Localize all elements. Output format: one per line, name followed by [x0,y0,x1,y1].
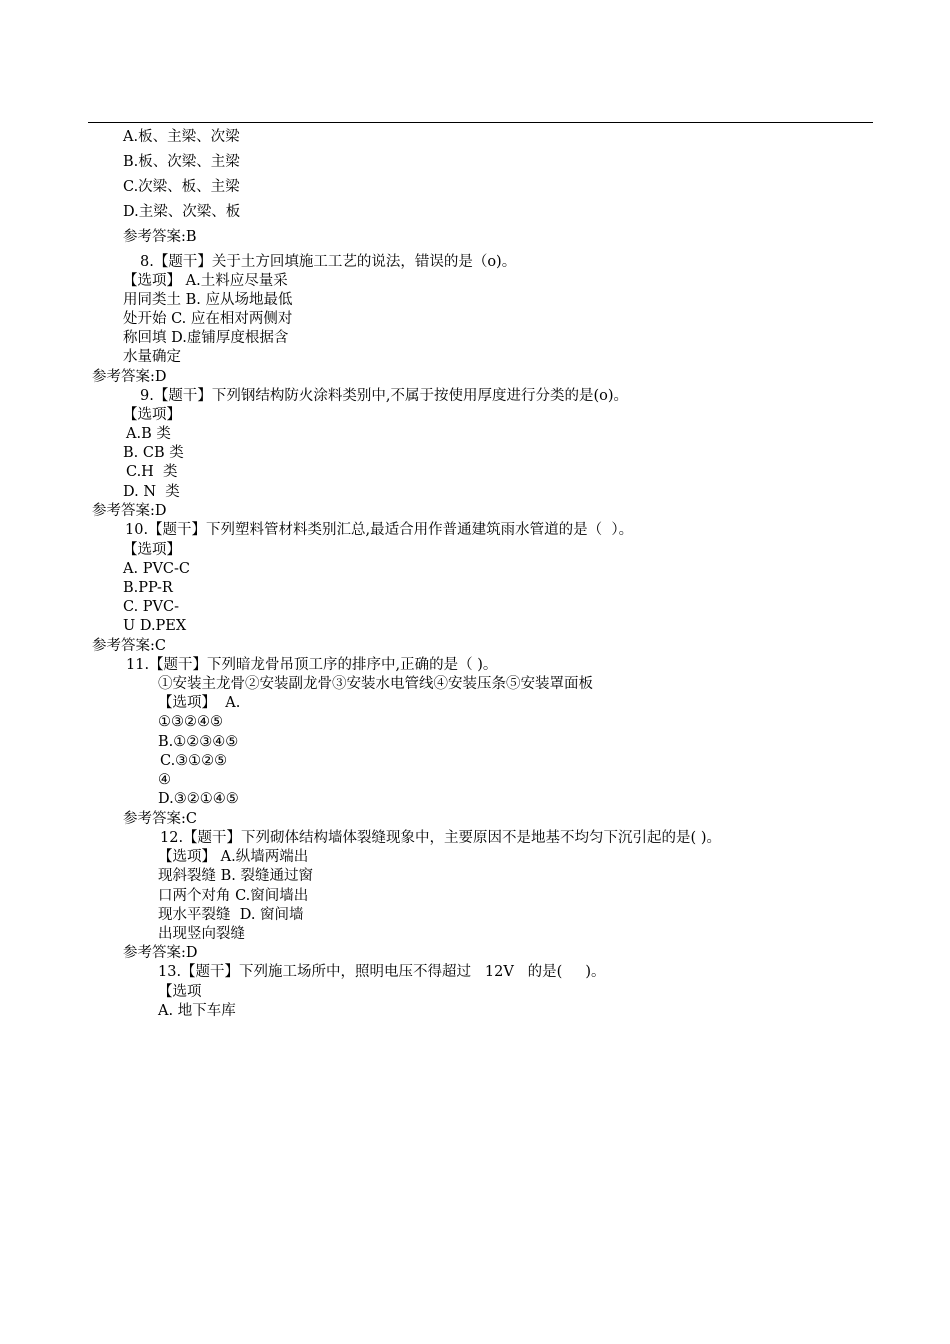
q9-option-b: B. CB 类 [123,445,184,461]
q8-options-line: 【选项】 A.土料应尽量采 [123,273,288,289]
q7-option-c: C.次梁、板、主梁 [123,179,240,195]
q8-options-line: 用同类土 B. 应从场地最低 [123,292,293,308]
q12-options-line: 现水平裂缝 D. 窗间墙 [158,907,304,923]
q8-options-line: 称回填 D.虚铺厚度根据含 [123,330,289,346]
q12-options-line: 现斜裂缝 B. 裂缝通过窗 [158,868,313,884]
q11-steps: ①安装主龙骨②安装副龙骨③安装水电管线④安装压条⑤安装罩面板 [158,676,593,692]
q11-options-line: B.①②③④⑤ [158,734,239,750]
q10-answer: 参考答案:C [92,638,166,654]
q10-option-c: C. PVC- [123,599,180,615]
q11-stem: 11.【题干】下列暗龙骨吊顶工序的排序中,正确的是（ )。 [126,657,498,673]
q7-option-a: A.板、主梁、次梁 [123,129,240,145]
q8-answer: 参考答案:D [92,369,167,385]
q13-options-label: 【选项 [158,984,202,1000]
q8-stem: 8.【题干】关于土方回填施工工艺的说法，错误的是（ο)。 [140,254,517,270]
q10-options-label: 【选项】 [123,542,181,558]
q13-option-a: A. 地下车库 [158,1003,236,1019]
q12-options-line: 【选项】 A.纵墙两端出 [158,849,309,865]
q9-stem: 9.【题干】下列钢结构防火涂料类别中,不属于按使用厚度进行分类的是(ο)。 [140,388,628,404]
q10-option-d: U D.PEX [123,618,187,634]
q9-option-c: C.H 类 [126,464,178,480]
q11-options-line: ④ [158,772,171,788]
q13-stem: 13.【题干】下列施工场所中，照明电压不得超过 12V 的是( )。 [158,964,606,980]
q12-options-line: 口两个对角 C.窗间墙出 [158,888,309,904]
q11-options-line: 【选项】 A. [158,695,241,711]
q12-stem: 12.【题干】下列砌体结构墙体裂缝现象中，主要原因不是地基不均匀下沉引起的是( )。 [160,830,721,846]
q11-answer: 参考答案:C [123,811,197,827]
q7-option-d: D.主梁、次梁、板 [123,204,241,220]
q10-stem: 10.【题干】下列塑料管材料类别汇总,最适合用作普通建筑雨水管道的是（ ）。 [125,522,634,538]
q11-options-line: ①③②④⑤ [158,714,223,730]
q11-options-line: C.③①②⑤ [160,753,228,769]
q9-option-d: D. N 类 [123,484,180,500]
q9-option-a: A.B 类 [126,426,171,442]
q12-options-line: 出现竖向裂缝 [158,926,245,942]
q7-option-b: B.板、次梁、主梁 [123,154,240,170]
q9-options-label: 【选项】 [123,407,181,423]
q9-answer: 参考答案:D [92,503,167,519]
q11-options-line: D.③②①④⑤ [158,791,239,807]
q12-answer: 参考答案:D [123,945,198,961]
q10-option-b: B.PP-R [123,580,173,596]
q8-options-line: 水量确定 [123,349,181,365]
q10-option-a: A. PVC-C [123,561,191,577]
header-rule [88,122,873,123]
q8-options-line: 处开始 C. 应在相对两侧对 [123,311,293,327]
q7-answer: 参考答案:B [123,229,197,245]
